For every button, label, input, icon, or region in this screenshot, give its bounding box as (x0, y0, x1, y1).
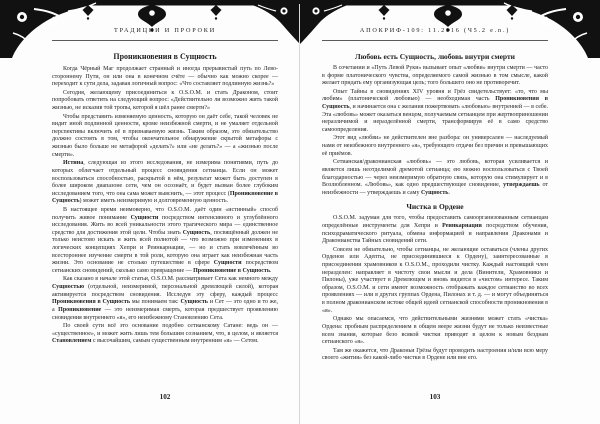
section-heading (322, 52, 548, 61)
text-run: Чистка в Ордене (406, 202, 464, 212)
text-run: Когда Чёрный Маг продолжает странный и иногда прерывистый путь по Лево-стороннему Пути, он или она в конечном счёте — обычно как можно скорее — переходит к сути дела, задавая логичный вопрос: «Что составляет подлинную жизнь?» (52, 66, 278, 88)
paragraph (52, 90, 278, 113)
bold-text-run: Становлением (52, 338, 92, 345)
running-header-left: ТРАДИЦИИ И ПРОРОКИ (114, 27, 216, 34)
text-run: По своей сути всё это основание подобно сетианскому Сатане: ведь он — «существенное», и может жить лишь тем большим сознанием, что, в целом, и является (52, 323, 278, 337)
text-run: с высочайшим, самым существенным внутренним «я» — Сетом. (91, 338, 259, 345)
section-heading (322, 202, 548, 211)
page-body-right (322, 47, 548, 389)
text-run: от неизбежности — утверждаешь и саму (322, 182, 548, 196)
text-run: Как сказано в начале этой статьи, O.S.O.M. рассматривает Сета как немного между (63, 276, 278, 283)
bold-text-run: Реинкарнации (442, 222, 482, 229)
page-number-left: 102 (159, 393, 171, 401)
text-run: , посвящённый должен не только неистово искать и жить всей полнотой — что возможно при изменениях в логических концепциях Хепри и Реинкарнации, — но и стать вовлечённым во всестороннее изучение смерти в той роли, которую она играет как неизбежная часть жизни. Это основание не столько путешествие в сфере (52, 229, 278, 267)
paragraph (52, 276, 278, 322)
text-run: Совсем не обязательно, чтобы сетианцы, не желающие оставаться (члены других Орденов или Адепты, не присоединившиеся к Ордену), заинтересованные в присоединении храмовников к O.S.O.M., проходили чистку. Каждый настоящий член неразделен: направляет в чистоту свои мысли и дела (Винители, Храмовники и Пилоны), уже участвует в Дремлющем и вновь видится в «чистом» интересе. Таким образом, O.S.O.M. и сети имеют возможность отображать каждое сетианство во всех проявлениях — или в других группах Ордена, Пилонах и т. д. — и могут объединяться в полном драконианском истоке общей идеей сетианской способности проникновения в «я». (322, 246, 548, 314)
paragraph (322, 159, 548, 197)
paragraph (322, 215, 548, 245)
text-run: посредством сетианских сновидений, сколько само превращение — (52, 260, 278, 274)
header-rule-left (52, 40, 278, 41)
paragraph (322, 65, 548, 88)
paragraph (52, 66, 278, 89)
text-run: Любовь есть Сущность, любовь внутри смерти (355, 52, 515, 61)
text-run: Проникновения в Сущность (113, 52, 217, 61)
text-run: . (448, 189, 450, 196)
paragraph (322, 89, 548, 135)
paragraph (322, 316, 548, 346)
text-run: O.S.O.M. задуман для того, чтобы предоставить самоорганизованным сетианцам определённые инструменты для Хепри и (322, 215, 548, 229)
text-run: Однако мы опасаемся, что действительными жизнями может стать «чистка» Ордена: пробным распределением в общем веере жизни будут не только неизвестные всем знания, которые безо всякой чистки приводят в целом к новым безднам сетианского «я». (322, 316, 548, 346)
paragraph (322, 135, 548, 158)
bold-text-run: Проникновение (58, 306, 102, 313)
text-run: посредством интенсивного и углублённого исследования. Жить во всей уникальности этого трагического мира — единственное средство для достижения этой цели. Чтобы знать (52, 214, 278, 236)
text-run: , и начинается она с желания пожертвовать «любовью» внутренней — в себе. Эта «любовь» может оказаться венцом, получаемым сетианцем при жертвоприношении неразличимой и неразделённой смерти, трансформируя её в само средство самоопределения. (322, 104, 548, 133)
bold-text-run: Сущностью (52, 284, 85, 291)
text-run: Опыт Тайны в сновидениях XIV уровня и Грёз свидетельствует: «то, что мы любим» (платонической любовью) — необходимая часть (322, 88, 548, 103)
paragraph (52, 207, 278, 275)
text-run: Чтобы представить изменяемую ценность, которую он даёт себе, такой человек не видит иной подлинной ценности, кроме неизбежной смерти, и не умаляет отдельной перспективы включить её в признаваемую жизнь. Таким образом, это обязательство должно состоять в том, чтобы окончательное обнаружение скрытой метафоры с жизнью было больше не метафорой «делать?» или «не делать?» — а «жизнью после смерти». (52, 113, 278, 158)
bold-text-run: Сущность (182, 229, 211, 236)
text-run: Сегодня, желающему присоединиться к O.S.O.M. и стать Драконом, стоит попробовать ответить на следующий вопрос: «Действительно ли возможно жить такой жизнью, не исказив той тропы, которой я шёл ранее смерти?» (52, 89, 278, 112)
paragraph (52, 323, 278, 346)
bold-text-run: Сущности (213, 260, 242, 267)
bold-text-run: Проникновение в Сущность (52, 190, 278, 205)
page-number-right: 103 (429, 393, 441, 401)
bold-text-run: Проникновения в Сущность (322, 96, 548, 111)
bold-text-run: Сущность (180, 299, 208, 306)
running-header-right: АПОКРИФ-109: 11.2016 (Ч5.2 e.n.) (359, 27, 511, 34)
text-run: — это неизмеримая смерть, которая предшествует проявлению сновидения внутреннего «я», его неизбежному Становлению Сета. (52, 306, 278, 321)
bold-text-run: Сущность (420, 189, 449, 196)
text-run: Сетианская/драконианская «любовь» — это любовь, которая усиливается и является лишь неотделимой дремотой сетианца; ею можно воспользоваться с Твоей благодарностью — через неизмеримую обратную связь, которую она стимулирует и в Возлюбленном. «Любовь», как одно предшествующее сновидение, (322, 159, 548, 189)
paragraph (322, 247, 548, 315)
text-run: ) может иметь неизмеримую и долговременную ценность. (79, 198, 229, 205)
article-title (52, 52, 278, 61)
text-run: (отдельной, неизмеримой, персональной дремлющей силой), которая активируется посредством сновидения. Исследуя эту сферу, каждый процесс (52, 284, 278, 298)
page-right (300, 0, 600, 424)
paragraph (52, 160, 278, 206)
bold-text-run: Проникновение в Сущность (193, 267, 271, 274)
text-run: . (270, 267, 272, 274)
paragraph (322, 348, 548, 363)
text-run: и Сет — это одно и то же, а (52, 299, 278, 313)
bold-text-run: утверждаешь (503, 182, 540, 189)
text-run: В сочетании и «Путь Левой Руки» вызывает опыт «любви» внутри смерти — часто в форме платонического чувства, определяемого самой жизнью в том смысле, какой желает придать ему организующая цель; того большего оно не противоречит. (322, 65, 548, 87)
text-run: Этот вид «любви» не действителен вне разбора: он универсален — наследуемый нами от неизбежного внутреннего «я», требующего отдачи без причин и превышающих её приёмов. (322, 135, 548, 157)
text-run: Там же окажется, что Драконьи Грёзы будут проводить настроения и/или всю меру своего «жития» без какой-либо чистки в Ордене или вне его. (322, 347, 548, 362)
page-body-left (52, 47, 278, 389)
paragraph (52, 114, 278, 160)
bold-text-run: Истина (63, 160, 84, 167)
header-rule-right (322, 40, 548, 41)
bold-text-run: Проникновения в Сущность (52, 299, 131, 306)
text-run: , следующая из этого исследования, не измерима понятиями, путь до которых облегчает отдельный процесс сновидения сетианца. Если он может воспользоваться способностью, раскрытой в нём, результат может быть доступен в более широком диапазоне сети, чем он осознаёт, и будет вызван более глубоким исследованием того, что она сама может выяснить, — этот процесс ( (52, 160, 278, 197)
text-run: В настоящее время неимоверно, что O.S.O.M. даёт один «истинный» способ получить живое понимание (52, 206, 278, 221)
text-run: посредством обучения, психодраматического ритуала, обмена информацией и направления Драконами и Драконианства Тайных сновидений сети. (322, 222, 548, 245)
text-run: мы понимаем так: (130, 299, 181, 306)
bold-text-run: Сущности (130, 214, 159, 221)
